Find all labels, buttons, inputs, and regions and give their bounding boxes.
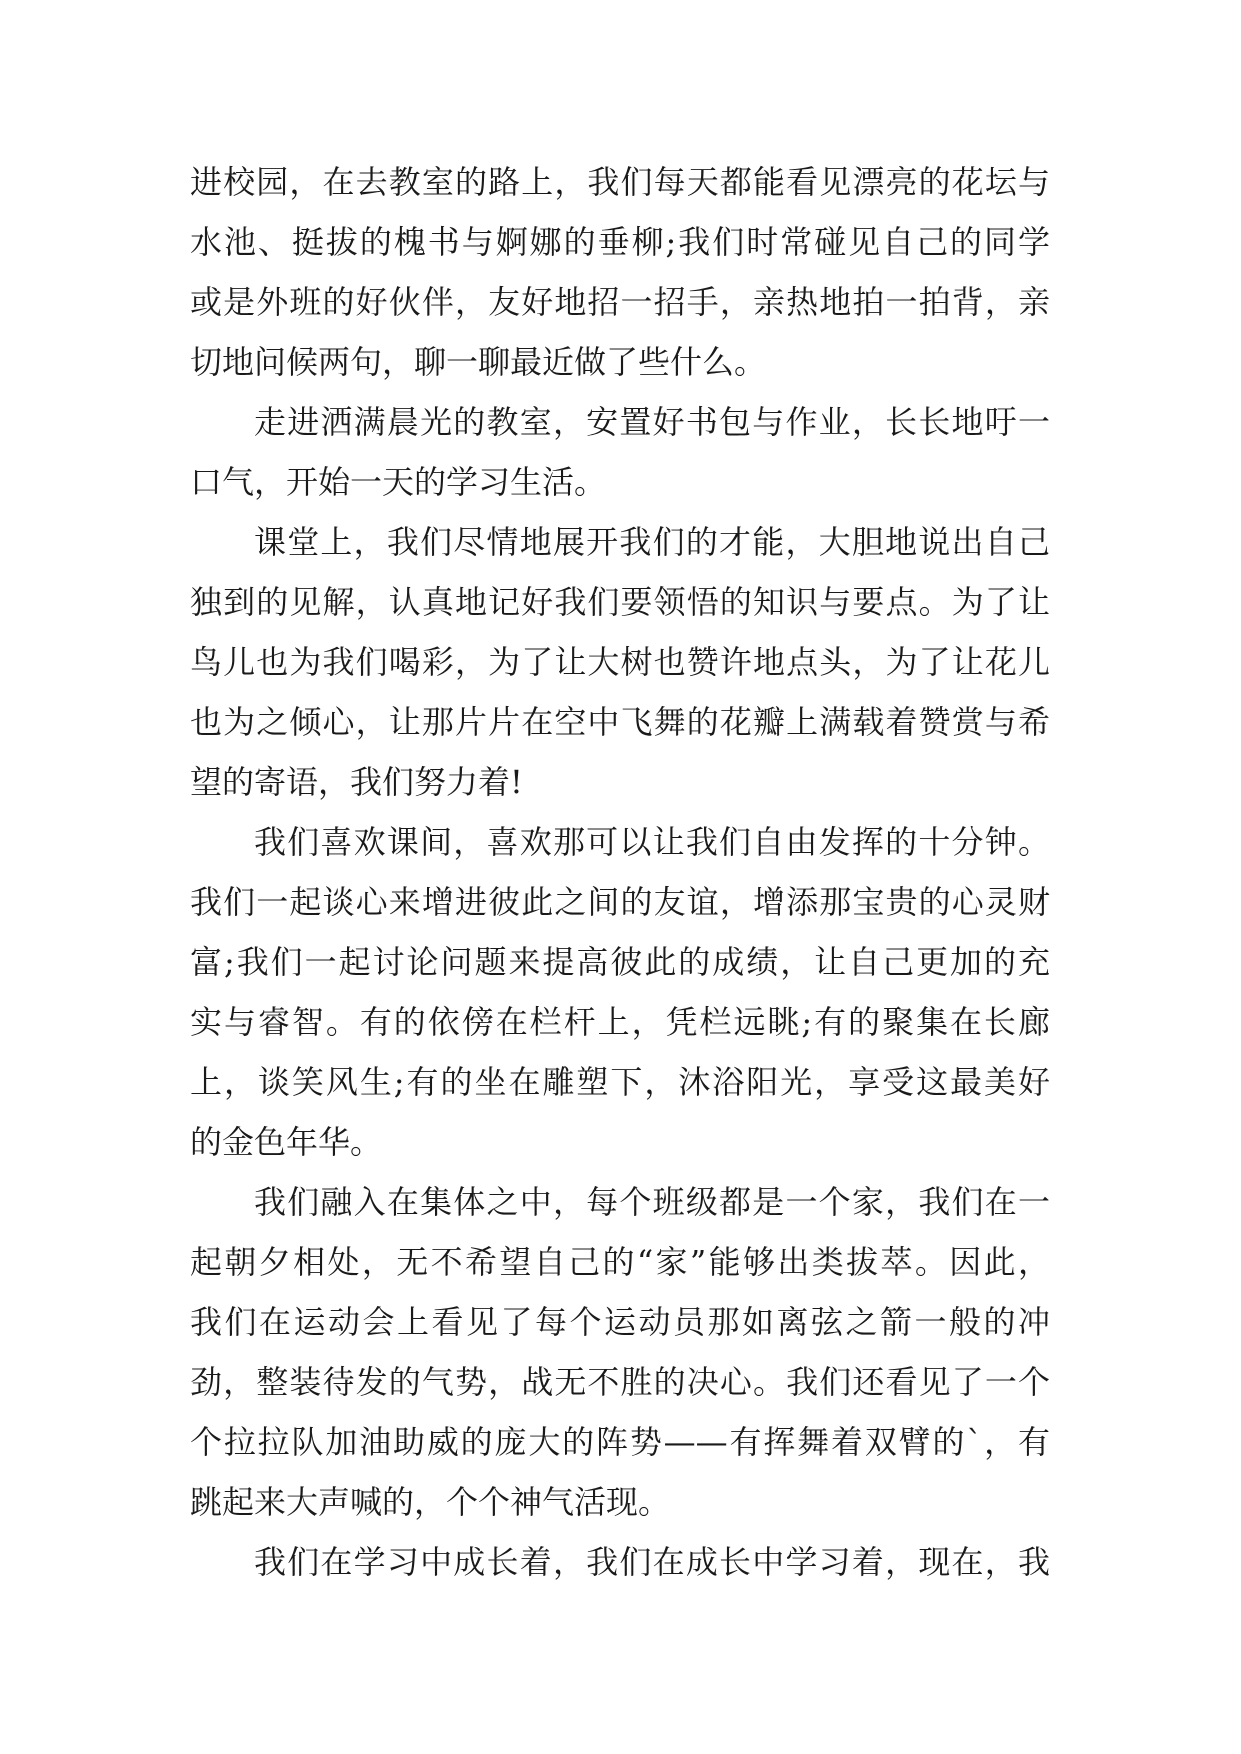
text-line: 跳起来大声喊的，个个神气活现。 xyxy=(190,1483,671,1521)
body-text xyxy=(190,152,1050,1592)
text-line: 独到的见解，认真地记好我们要领悟的知识与要点。为了让 xyxy=(190,583,1050,621)
text-line: 进校园，在去教室的路上，我们每天都能看见漂亮的花坛与 xyxy=(190,163,1050,201)
text-line: 望的寄语，我们努力着! xyxy=(190,763,523,801)
text-line: 也为之倾心，让那片片在空中飞舞的花瓣上满载着赞赏与希 xyxy=(190,703,1050,741)
paragraph xyxy=(190,1532,1050,1592)
text-line: 我们在运动会上看见了每个运动员那如离弦之箭一般的冲 xyxy=(190,1303,1050,1341)
paragraph xyxy=(190,512,1050,812)
text-line: 我们喜欢课间，喜欢那可以让我们自由发挥的十分钟。 xyxy=(254,823,1050,861)
text-line: 口气，开始一天的学习生活。 xyxy=(190,463,607,501)
text-line: 或是外班的好伙伴，友好地招一招手，亲热地拍一拍背，亲 xyxy=(190,283,1050,321)
text-line: 切地问候两句，聊一聊最近做了些什么。 xyxy=(190,343,767,381)
text-line: 课堂上，我们尽情地展开我们的才能，大胆地说出自己 xyxy=(254,523,1050,561)
text-line: 水池、挺拔的槐书与婀娜的垂柳;我们时常碰见自己的同学 xyxy=(190,223,1050,261)
paragraph xyxy=(190,1172,1050,1532)
text-line: 劲，整装待发的气势，战无不胜的决心。我们还看见了一个 xyxy=(190,1363,1050,1401)
text-line: 上，谈笑风生;有的坐在雕塑下，沐浴阳光，享受这最美好 xyxy=(190,1063,1050,1101)
paragraph xyxy=(190,812,1050,1172)
text-line: 我们在学习中成长着，我们在成长中学习着，现在，我 xyxy=(254,1543,1050,1581)
text-line: 我们融入在集体之中，每个班级都是一个家，我们在一 xyxy=(254,1183,1050,1221)
text-line: 的金色年华。 xyxy=(190,1123,383,1161)
text-line: 起朝夕相处，无不希望自己的“家”能够出类拔萃。因此， xyxy=(190,1243,1050,1281)
text-line: 我们一起谈心来增进彼此之间的友谊，增添那宝贵的心灵财 xyxy=(190,883,1050,921)
paragraph xyxy=(190,152,1050,392)
text-line: 个拉拉队加油助威的庞大的阵势——有挥舞着双臂的`，有 xyxy=(190,1423,1050,1461)
text-line: 富;我们一起讨论问题来提高彼此的成绩，让自己更加的充 xyxy=(190,943,1050,981)
paragraph xyxy=(190,392,1050,512)
text-line: 实与睿智。有的依傍在栏杆上，凭栏远眺;有的聚集在长廊 xyxy=(190,1003,1050,1041)
text-line: 走进洒满晨光的教室，安置好书包与作业，长长地吁一 xyxy=(254,403,1050,441)
text-line: 鸟儿也为我们喝彩，为了让大树也赞许地点头，为了让花儿 xyxy=(190,643,1050,681)
